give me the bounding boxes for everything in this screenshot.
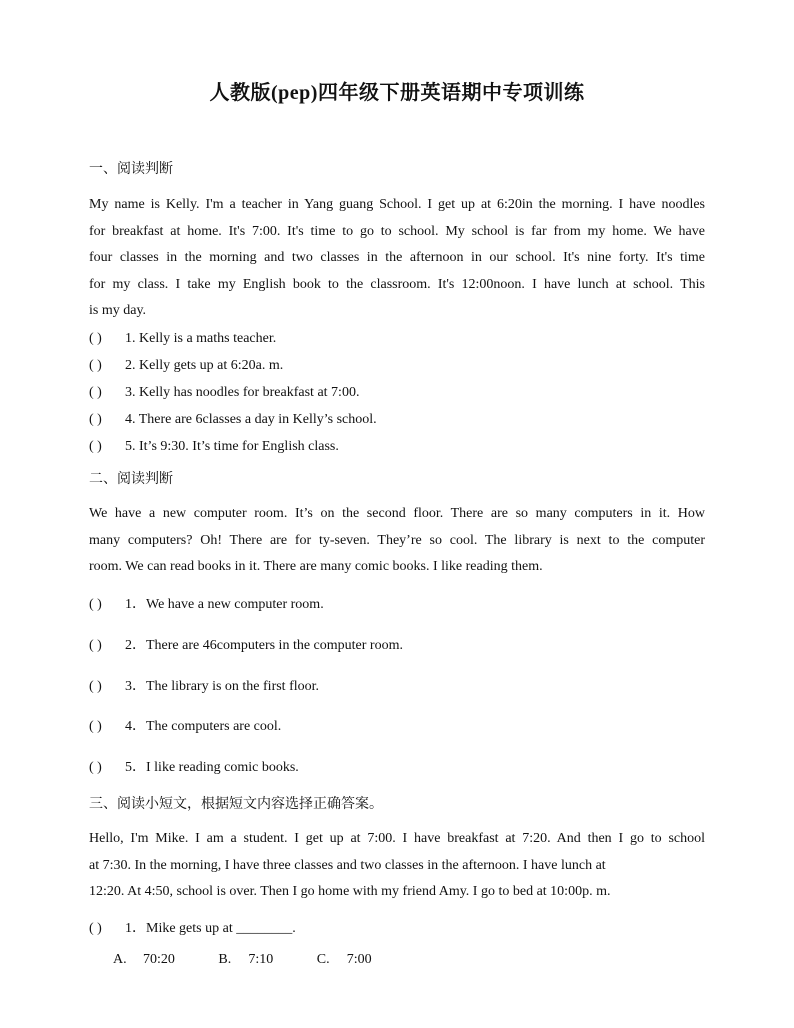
answer-paren[interactable]: ( )	[89, 385, 102, 400]
passage-line: at 7:30. In the morning, I have three classes and two classes in the afternoon. I have lunch at	[89, 857, 606, 873]
option-a[interactable]	[113, 952, 175, 968]
question-text: 2．There are 46computers in the computer room.	[125, 638, 403, 653]
question-item	[89, 358, 283, 374]
question-item	[89, 715, 281, 735]
question-item	[89, 412, 377, 428]
option-text: 7:10	[248, 952, 274, 967]
answer-paren[interactable]: ( )	[89, 921, 102, 936]
answer-options	[113, 952, 412, 968]
section3-heading: 三、阅读小短文，根据短文内容选择正确答案。	[89, 796, 383, 812]
option-letter: B.	[218, 952, 232, 967]
option-text: 7:00	[346, 952, 372, 967]
passage-line: for my class. I take my English book to the classroom. It's 12:00noon. I have lunch at school. This	[89, 276, 705, 292]
section3-passage	[89, 826, 705, 906]
answer-paren[interactable]: ( )	[89, 597, 102, 612]
question-item	[89, 634, 403, 654]
answer-paren[interactable]: ( )	[89, 638, 102, 653]
section2-passage	[89, 501, 705, 581]
question-item	[89, 756, 299, 776]
question-text: 3．The library is on the first floor.	[125, 679, 320, 694]
passage-line: for breakfast at home. It's 7:00. It's time to go to school. My school is far from my home. We have	[89, 223, 705, 239]
question-text: 5．I like reading comic books.	[125, 760, 299, 775]
passage-line: four classes in the morning and two classes in the afternoon in our school. It's nine forty. It's time	[89, 250, 705, 266]
passage-line: room. We can read books in it. There are many comic books. I like reading them.	[89, 559, 543, 575]
question-text: 3. Kelly has noodles for breakfast at 7:00.	[125, 385, 360, 400]
passage-line: We have a new computer room. It’s on the second floor. There are so many computers in it. How	[89, 506, 705, 521]
passage-line: Hello, I'm Mike. I am a student. I get up at 7:00. I have breakfast at 7:20. And then I go to school	[89, 831, 705, 846]
option-letter: C.	[316, 952, 330, 967]
section1-heading: 一、阅读判断	[89, 161, 173, 177]
passage-line: many computers? Oh! There are for ty-seven. They’re so cool. The library is next to the computer	[89, 532, 705, 548]
question-item	[89, 385, 359, 401]
section1-passage	[89, 192, 705, 325]
question-text: 4．The computers are cool.	[125, 719, 282, 734]
answer-paren[interactable]: ( )	[89, 760, 102, 775]
answer-paren[interactable]: ( )	[89, 358, 102, 373]
passage-line: 12:20. At 4:50, school is over. Then I go home with my friend Amy. I go to bed at 10:00p. m.	[89, 884, 611, 900]
option-c[interactable]	[317, 952, 372, 968]
option-b[interactable]	[218, 952, 273, 968]
answer-paren[interactable]: ( )	[89, 331, 102, 346]
answer-paren[interactable]: ( )	[89, 679, 102, 694]
question-item	[89, 331, 276, 347]
question-text: 4. There are 6classes a day in Kelly’s school.	[125, 412, 377, 427]
question-text: 5. It’s 9:30. It’s time for English class.	[125, 439, 339, 454]
question-text: 2. Kelly gets up at 6:20a. m.	[125, 358, 284, 373]
question-text: 1．Mike gets up at ________.	[125, 921, 296, 936]
passage-line: My name is Kelly. I'm a teacher in Yang guang School. I get up at 6:20in the morning. I have noodles	[89, 197, 705, 212]
passage-line: is my day.	[89, 303, 147, 319]
option-text: 70:20	[143, 952, 175, 967]
page-title: 人教版(pep)四年级下册英语期中专项训练	[209, 82, 585, 104]
question-item	[89, 439, 339, 455]
question-text: 1．We have a new computer room.	[125, 597, 324, 612]
question-item	[89, 917, 296, 937]
question-item	[89, 675, 319, 695]
section2-heading: 二、阅读判断	[89, 471, 173, 487]
option-letter: A.	[113, 952, 127, 967]
answer-paren[interactable]: ( )	[89, 412, 102, 427]
question-item	[89, 593, 324, 613]
question-text: 1. Kelly is a maths teacher.	[125, 331, 277, 346]
answer-paren[interactable]: ( )	[89, 439, 102, 454]
answer-paren[interactable]: ( )	[89, 719, 102, 734]
